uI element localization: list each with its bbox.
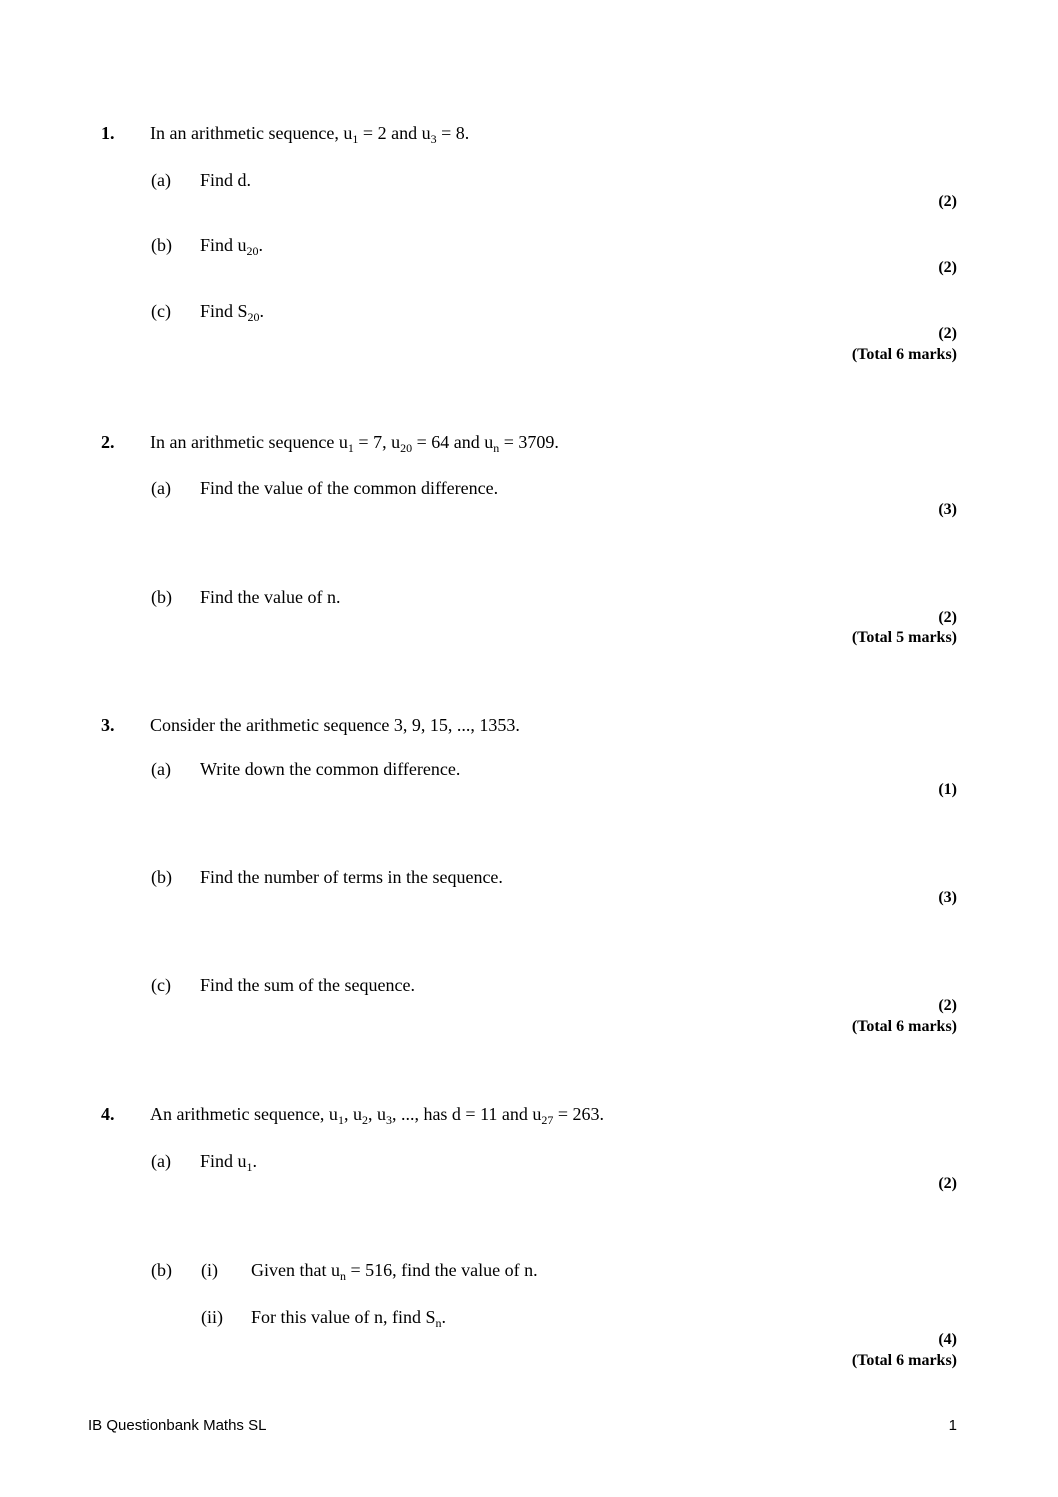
part-text: Find $u_{20}$. <box>200 235 264 258</box>
question-stem: In an arithmetic sequence $u_1 = 7$, $u_{20} = 64$ and $u_n = 3709$. <box>150 432 559 455</box>
question-stem: In an arithmetic sequence, $u_1 = 2$ and $u_3 = 8$. <box>150 123 470 146</box>
question-number: 2. <box>101 432 115 452</box>
footer-source: IB Questionbank Maths SL <box>88 1417 267 1434</box>
marks: (2) <box>938 997 957 1014</box>
part-text: Find d. <box>200 170 252 190</box>
subpart-text: For this value of n, find $S_n$. <box>251 1307 446 1330</box>
part-label: (a) <box>151 170 171 190</box>
part-label: (b) <box>151 867 172 887</box>
total-marks: (Total 6 marks) <box>851 1018 957 1035</box>
subpart-label: (ii) <box>201 1307 223 1327</box>
part-label: (a) <box>151 478 171 498</box>
part-label: (b) <box>151 235 172 255</box>
marks: (2) <box>938 259 957 276</box>
total-marks: (Total 5 marks) <box>851 629 957 646</box>
subpart-label: (i) <box>201 1260 218 1280</box>
marks: (2) <box>938 193 957 210</box>
marks: (3) <box>938 889 957 906</box>
part-label: (c) <box>151 975 171 995</box>
part-text: Find the value of the common difference. <box>200 478 499 498</box>
marks: (4) <box>938 1331 957 1348</box>
total-marks: (Total 6 marks) <box>851 346 957 363</box>
part-label: (b) <box>151 587 172 607</box>
total-marks: (Total 6 marks) <box>851 1352 957 1369</box>
subpart-text: Given that $u_n = 516$, find the value of n. <box>251 1260 538 1283</box>
marks: (3) <box>938 501 957 518</box>
question-stem: An arithmetic sequence, $u_1$, $u_2$, $u_3$, ..., has d = 11 and $u_{27} = 263$. <box>150 1104 605 1127</box>
part-label: (c) <box>151 301 171 321</box>
part-text: Find $S_{20}$. <box>200 301 265 324</box>
question-number: 1. <box>101 123 115 143</box>
part-text: Find $u_1$. <box>200 1151 258 1174</box>
marks: (2) <box>938 325 957 342</box>
part-label: (a) <box>151 759 171 779</box>
part-text: Find the number of terms in the sequence. <box>200 867 503 887</box>
page-number: 1 <box>948 1417 957 1434</box>
marks: (1) <box>938 781 957 798</box>
question-number: 3. <box>101 715 115 735</box>
part-text: Find the sum of the sequence. <box>200 975 415 995</box>
question-number: 4. <box>101 1104 115 1124</box>
part-text: Find the value of n. <box>200 587 341 607</box>
marks: (2) <box>938 1175 957 1192</box>
part-label: (a) <box>151 1151 171 1171</box>
question-stem: Consider the arithmetic sequence 3, 9, 15, ..., 1353. <box>150 715 520 735</box>
part-label: (b) <box>151 1260 172 1280</box>
marks: (2) <box>938 609 957 626</box>
part-text: Write down the common difference. <box>200 759 461 779</box>
